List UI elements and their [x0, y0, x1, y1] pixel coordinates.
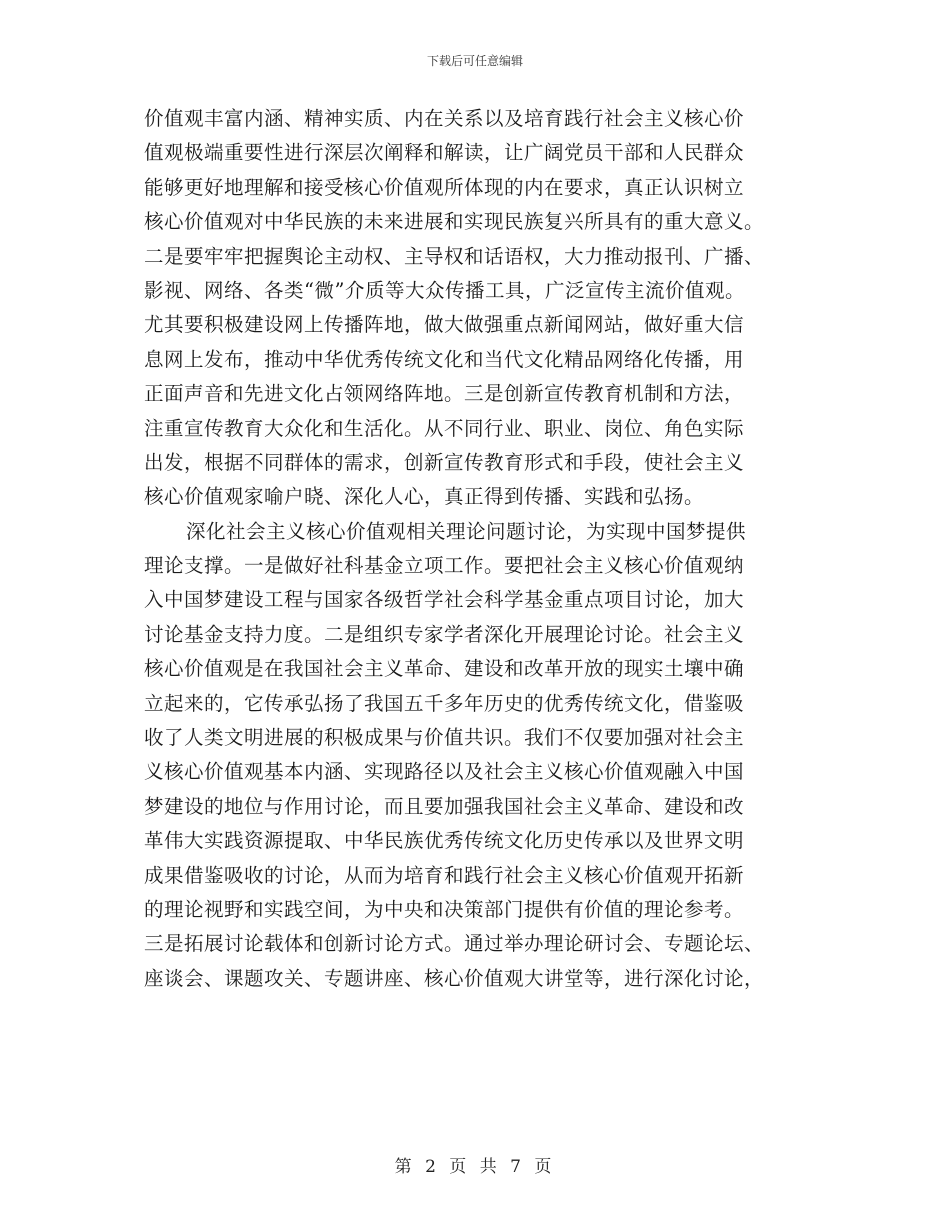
text-line: 息网上发布，推动中华优秀传统文化和当代文化精品网络化传播，用	[144, 347, 745, 371]
text-line: 立起来的，它传承弘扬了我国五千多年历史的优秀传统文化，借鉴吸	[144, 691, 745, 715]
text-line: 注重宣传教育大众化和生活化。从不同行业、职业、岗位、角色实际	[144, 416, 745, 440]
text-line: 出发，根据不同群体的需求，创新宣传教育形式和手段，使社会主义	[144, 450, 745, 474]
text-line: 价值观丰富内涵、精神实质、内在关系以及培育践行社会主义核心价	[144, 107, 745, 130]
text-line: 正面声音和先进文化占领网络阵地。三是创新宣传教育机制和方法，	[144, 382, 745, 406]
text-line: 影视、网络、各类“微”介质等大众传播工具，广泛宣传主流价值观。	[144, 278, 745, 302]
text-line: 成果借鉴吸收的讨论，从而为培育和践行社会主义核心价值观开拓新	[144, 863, 745, 887]
text-line: 入中国梦建设工程与国家各级哲学社会科学基金重点项目讨论，加大	[144, 588, 745, 612]
text-line: 梦建设的地位与作用讨论，而且要加强我国社会主义革命、建设和改	[144, 794, 745, 818]
text-line: 义核心价值观基本内涵、实现路径以及社会主义核心价值观融入中国	[144, 760, 745, 784]
document-body	[144, 102, 814, 996]
text-line: 的理论视野和实践空间，为中央和决策部门提供有价值的理论参考。	[144, 897, 745, 921]
text-line: 座谈会、课题攻关、专题讲座、核心价值观大讲堂等，进行深化讨论，	[144, 966, 765, 990]
text-line: 理论支撑。一是做好社科基金立项工作。要把社会主义核心价值观纳	[144, 554, 745, 578]
page-number: 第 2 页 共 7 页	[394, 1157, 556, 1177]
page-header: 下载后可任意编辑	[426, 54, 523, 68]
text-line: 核心价值观是在我国社会主义革命、建设和改革开放的现实土壤中确	[144, 657, 745, 681]
text-line: 值观极端重要性进行深层次阐释和解读，让广阔党员干部和人民群众	[144, 141, 745, 165]
text-line: 三是拓展讨论载体和创新讨论方式。通过举办理论研讨会、专题论坛、	[144, 932, 765, 956]
text-line: 尤其要积极建设网上传播阵地，做大做强重点新闻网站，做好重大信	[144, 313, 745, 337]
text-line: 二是要牢牢把握舆论主动权、主导权和话语权，大力推动报刊、广播、	[144, 244, 765, 268]
text-line: 收了人类文明进展的积极成果与价值共识。我们不仅要加强对社会主	[144, 726, 745, 750]
text-line: 核心价值观对中华民族的未来进展和实现民族复兴所具有的重大意义。	[144, 210, 765, 234]
paragraph-start-line: 深化社会主义核心价值观相关理论问题讨论，为实现中国梦提供	[186, 519, 747, 543]
text-line: 核心价值观家喻户晓、深化人心，真正得到传播、实践和弘扬。	[144, 485, 705, 509]
text-line: 讨论基金支持力度。二是组织专家学者深化开展理论讨论。社会主义	[144, 622, 745, 646]
text-line: 革伟大实践资源提取、中华民族优秀传统文化历史传承以及世界文明	[144, 829, 745, 853]
text-line: 能够更好地理解和接受核心价值观所体现的内在要求，真正认识树立	[144, 175, 745, 199]
